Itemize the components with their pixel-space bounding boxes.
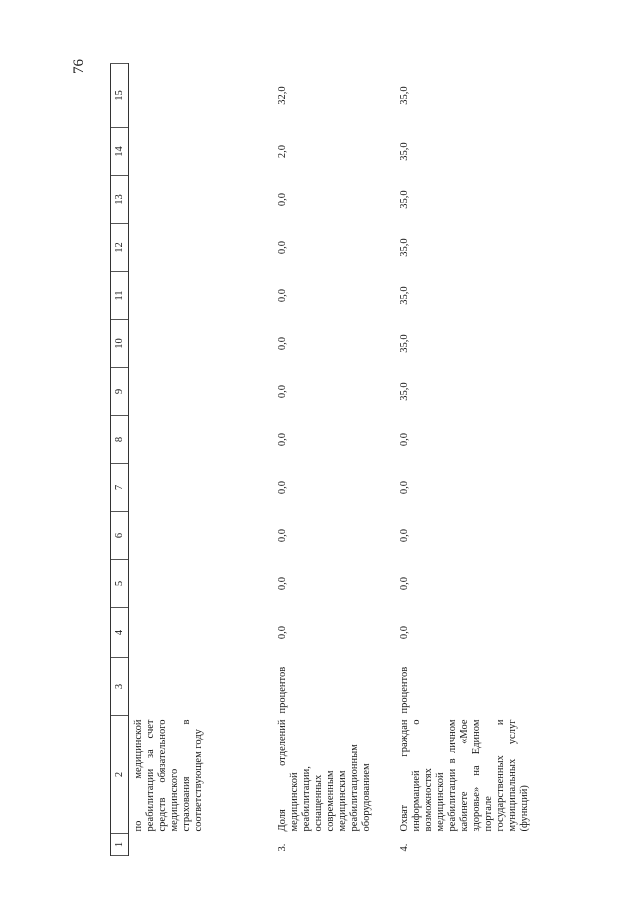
row-number: [129, 834, 276, 856]
value-cell: [129, 368, 276, 416]
value-cell: 32,0: [277, 86, 288, 105]
unit-cell: процентов: [277, 666, 288, 714]
value-cell: [129, 128, 276, 176]
value-cell: 35,0: [399, 86, 410, 105]
row-number: 3.: [277, 843, 288, 852]
value-cell: 0,0: [399, 432, 410, 447]
header-cell: 1: [111, 834, 129, 856]
value-cell: 0,0: [277, 336, 288, 351]
header-cell: 5: [111, 560, 129, 608]
value-cell: 0,0: [277, 432, 288, 447]
header-cell: 12: [111, 224, 129, 272]
value-cell: 0,0: [277, 576, 288, 591]
unit-cell: [129, 658, 276, 716]
header-cell: 2: [111, 716, 129, 834]
value-cell: 0,0: [277, 240, 288, 255]
header-cell: 14: [111, 128, 129, 176]
header-cell: 7: [111, 464, 129, 512]
header-cell: 6: [111, 512, 129, 560]
header-cell: 4: [111, 608, 129, 658]
value-cell: 0,0: [399, 528, 410, 543]
table-row: [129, 64, 276, 856]
value-cell: 0,0: [277, 480, 288, 495]
header-cell: 15: [111, 64, 129, 128]
indicator-name: Охват граждан информацией о возможностях медицинской реабилитации в личном кабинете «Мое здоровье» на Едином портале государственных и муниципальных услуг (функций): [399, 719, 530, 832]
value-cell: 0,0: [277, 384, 288, 399]
header-row: [111, 64, 129, 856]
value-cell: 35,0: [399, 142, 410, 161]
table-row: [397, 64, 531, 856]
value-cell: 0,0: [277, 528, 288, 543]
indicator-name: по медицинской реабилитации за счет средств обязательного медицинского страхования в соответствующем году: [133, 719, 204, 832]
value-cell: 0,0: [277, 625, 288, 640]
indicator-name: Доля отделений медицинской реабилитации, оснащенных современным медицинским реабилитационным оборудованием: [277, 719, 372, 832]
value-cell: 35,0: [399, 382, 410, 401]
value-cell: [129, 608, 276, 658]
rotated-table-container: [110, 66, 530, 856]
value-cell: [129, 224, 276, 272]
value-cell: 0,0: [277, 192, 288, 207]
header-cell: 10: [111, 320, 129, 368]
table-row: [275, 64, 397, 856]
header-cell: 11: [111, 272, 129, 320]
header-cell: 8: [111, 416, 129, 464]
value-cell: [129, 416, 276, 464]
value-cell: 0,0: [399, 480, 410, 495]
value-cell: 0,0: [399, 625, 410, 640]
value-cell: [129, 464, 276, 512]
value-cell: 35,0: [399, 190, 410, 209]
value-cell: 2,0: [277, 144, 288, 159]
header-cell: 9: [111, 368, 129, 416]
row-number: 4.: [399, 843, 410, 852]
value-cell: 35,0: [399, 286, 410, 305]
data-table: [110, 63, 531, 856]
value-cell: 0,0: [277, 288, 288, 303]
value-cell: [129, 176, 276, 224]
value-cell: [129, 512, 276, 560]
value-cell: [129, 64, 276, 128]
header-cell: 13: [111, 176, 129, 224]
value-cell: [129, 560, 276, 608]
value-cell: [129, 272, 276, 320]
header-cell: 3: [111, 658, 129, 716]
unit-cell: процентов: [399, 666, 410, 714]
value-cell: [129, 320, 276, 368]
value-cell: 35,0: [399, 334, 410, 353]
value-cell: 0,0: [399, 576, 410, 591]
page-number: 76: [71, 59, 87, 74]
value-cell: 35,0: [399, 238, 410, 257]
